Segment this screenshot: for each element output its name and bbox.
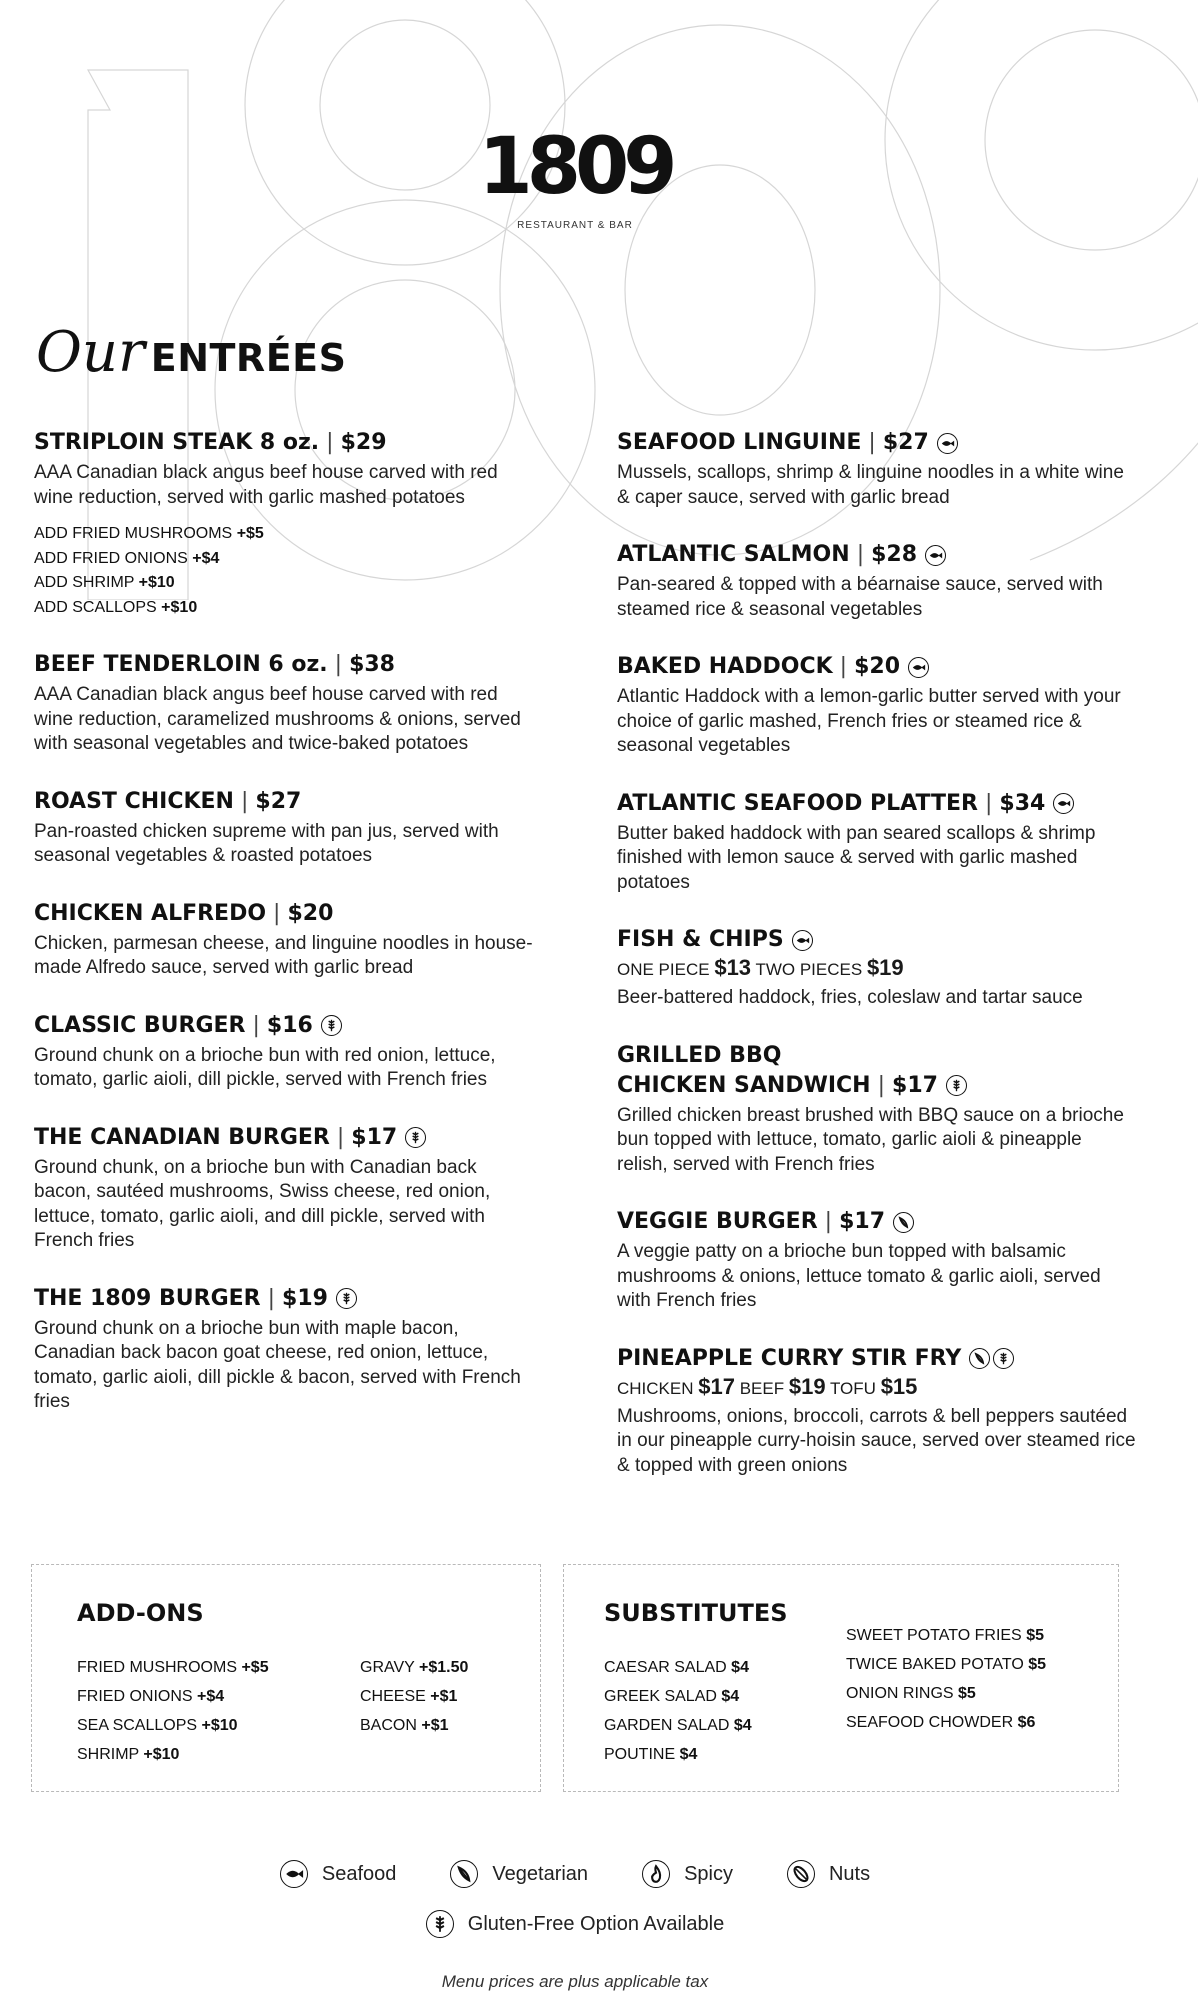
item-title xyxy=(617,1344,1137,1374)
item-name: STRIPLOIN STEAK 8 oz. xyxy=(34,430,320,455)
list-item xyxy=(846,1708,1046,1737)
price-separator: | xyxy=(856,542,865,567)
item-name: CLASSIC BURGER xyxy=(34,1012,246,1038)
brand-logo xyxy=(0,122,1150,231)
item-title xyxy=(617,1207,1137,1237)
section-script: Our xyxy=(36,320,145,385)
item-description: Ground chunk on a brioche bun with red onion, lettuce, tomato, garlic aioli, dill pickle, served with French fries xyxy=(34,1044,496,1090)
list-item-price: $4 xyxy=(731,1659,749,1676)
item-price: $17 xyxy=(351,1124,398,1150)
list-item-label: ONION RINGS xyxy=(846,1685,954,1702)
menu-item xyxy=(34,650,534,757)
legend-label: Vegetarian xyxy=(492,1862,589,1885)
gluten-free-icon xyxy=(426,1910,454,1938)
price-separator: | xyxy=(326,430,334,455)
list-item-label: CHEESE xyxy=(360,1688,426,1705)
menu-item xyxy=(34,787,534,869)
menu-item xyxy=(34,1284,534,1415)
item-name: CHICKEN SANDWICH xyxy=(617,1072,871,1098)
item-title xyxy=(617,428,1137,458)
option-label: TWO PIECES xyxy=(755,960,863,979)
option-label: ONE PIECE xyxy=(617,960,710,979)
item-description: Chicken, parmesan cheese, and linguine noodles in house-made Alfredo sauce, served with garlic bread xyxy=(34,932,533,978)
menu-item xyxy=(617,428,1137,510)
list-item-label: BACON xyxy=(360,1717,417,1734)
menu-item xyxy=(617,1344,1137,1479)
list-item xyxy=(77,1653,269,1682)
item-title xyxy=(617,789,1137,819)
legend-item xyxy=(642,1860,733,1888)
item-name: GRILLED BBQ xyxy=(617,1042,782,1068)
price-options xyxy=(617,1374,1137,1402)
list-item xyxy=(360,1682,468,1711)
list-item-price: +$5 xyxy=(241,1659,269,1676)
item-price: $29 xyxy=(340,430,387,455)
substitutes-list-col2 xyxy=(846,1621,1046,1737)
seafood-icon xyxy=(1053,793,1074,814)
tax-footnote: Menu prices are plus applicable tax xyxy=(441,1972,709,1991)
price-options xyxy=(617,955,1137,983)
list-item-label: SHRIMP xyxy=(77,1746,139,1763)
item-title xyxy=(34,428,534,458)
list-item xyxy=(77,1740,269,1769)
addon-label: ADD FRIED MUSHROOMS xyxy=(34,525,233,542)
option-label: BEEF xyxy=(739,1378,785,1398)
item-name: VEGGIE BURGER xyxy=(617,1209,818,1234)
legend-item xyxy=(450,1860,588,1888)
seafood-icon xyxy=(908,657,929,678)
menu-item xyxy=(34,1011,534,1093)
list-item-label: CAESAR SALAD xyxy=(604,1659,727,1676)
list-item-price: $4 xyxy=(721,1688,740,1705)
list-item-label: GREEK SALAD xyxy=(604,1688,717,1705)
price-separator: | xyxy=(273,900,281,926)
addon-label: ADD FRIED ONIONS xyxy=(34,549,188,567)
item-title xyxy=(34,899,534,929)
item-description: Grilled chicken breast brushed with BBQ sauce on a brioche bun topped with lettuce, tomato, garlic aioli & pineapple relish, served with French fries xyxy=(617,1104,1124,1175)
list-item-label: FRIED ONIONS xyxy=(77,1688,193,1705)
seafood-icon xyxy=(280,1860,308,1888)
menu-item xyxy=(617,540,1137,622)
icon-legend xyxy=(0,1860,1150,1960)
menu-item xyxy=(617,1041,1137,1178)
legend-item xyxy=(426,1910,724,1938)
addons-box xyxy=(31,1564,541,1792)
list-item-price: $4 xyxy=(733,1717,752,1734)
item-description: Butter baked haddock with pan seared scallops & shrimp finished with lemon sauce & served with garlic mashed potatoes xyxy=(617,822,1096,893)
list-item xyxy=(846,1679,1046,1708)
addon-price: +$5 xyxy=(236,525,264,542)
price-separator: | xyxy=(984,790,993,816)
item-price: $20 xyxy=(287,900,334,926)
list-item xyxy=(604,1740,752,1769)
addon-label: ADD SCALLOPS xyxy=(34,598,157,616)
legend-row xyxy=(0,1860,1150,1888)
price-separator: | xyxy=(267,1285,276,1311)
list-item-price: $4 xyxy=(679,1746,698,1763)
vegetarian-icon xyxy=(450,1860,478,1888)
item-title xyxy=(34,787,534,817)
list-item-label: TWICE BAKED POTATO xyxy=(846,1656,1024,1673)
nuts-icon xyxy=(787,1860,815,1888)
item-price: $27 xyxy=(255,788,302,814)
addon-line xyxy=(34,596,534,621)
item-title xyxy=(617,1071,1137,1101)
seafood-icon xyxy=(792,930,813,951)
menu-item xyxy=(617,1207,1137,1314)
spicy-icon xyxy=(642,1860,670,1888)
price-separator: | xyxy=(240,788,249,814)
legend-item xyxy=(787,1860,870,1888)
item-price: $17 xyxy=(839,1209,886,1234)
list-item xyxy=(604,1653,752,1682)
option-price: $13 xyxy=(714,955,752,980)
item-name: ATLANTIC SALMON xyxy=(617,542,850,567)
addon-price: +$10 xyxy=(161,598,198,616)
item-title xyxy=(34,1123,534,1153)
gluten-free-icon xyxy=(405,1127,426,1148)
legend-row xyxy=(0,1910,1150,1938)
item-description: Ground chunk, on a brioche bun with Canadian back bacon, sautéed mushrooms, Swiss cheese, red onion, lettuce, tomato, garlic aioli, and dill pickle, served with French fries xyxy=(34,1156,491,1251)
list-item xyxy=(846,1621,1046,1650)
item-description: AAA Canadian black angus beef house carved with red wine reduction, served with garlic mashed potatoes xyxy=(34,462,498,508)
addons-list-col2 xyxy=(360,1653,468,1740)
list-item-price: +$4 xyxy=(197,1688,225,1705)
item-title xyxy=(34,1011,534,1041)
list-item-label: SEA SCALLOPS xyxy=(77,1717,198,1734)
item-description: Ground chunk on a brioche bun with maple bacon, Canadian back bacon goat cheese, red onion, lettuce, tomato, garlic aioli, dill pickle & bacon, served with French fries xyxy=(34,1317,521,1412)
seafood-icon xyxy=(937,433,958,454)
addon-line xyxy=(34,547,534,572)
legend-label: Spicy xyxy=(684,1862,733,1885)
option-price: $15 xyxy=(880,1373,918,1399)
vegetarian-icon xyxy=(969,1348,990,1369)
menu-item xyxy=(617,652,1137,759)
item-title xyxy=(617,652,1137,682)
item-price: $19 xyxy=(282,1285,328,1311)
menu-item xyxy=(617,789,1137,896)
price-separator: | xyxy=(252,1012,260,1038)
addon-price: +$10 xyxy=(138,574,175,591)
item-name: THE CANADIAN BURGER xyxy=(34,1124,330,1150)
item-title xyxy=(617,925,1137,955)
legend-label: Seafood xyxy=(321,1862,397,1885)
price-separator: | xyxy=(877,1072,886,1098)
addon-line xyxy=(34,571,534,596)
substitutes-list-col1 xyxy=(604,1653,752,1769)
logo-mark: 1809 xyxy=(478,122,672,212)
list-item xyxy=(604,1711,752,1740)
item-price: $27 xyxy=(882,430,929,455)
list-item-price: +$1 xyxy=(421,1717,449,1734)
item-name: THE 1809 BURGER xyxy=(34,1285,261,1311)
item-name: ROAST CHICKEN xyxy=(34,788,234,814)
legend-item xyxy=(280,1860,397,1888)
item-price: $34 xyxy=(999,790,1046,816)
item-description: Pan-roasted chicken supreme with pan jus, served with seasonal vegetables & roasted potatoes xyxy=(34,820,499,866)
gluten-free-icon xyxy=(993,1348,1014,1369)
list-item xyxy=(77,1682,269,1711)
item-description: Pan-seared & topped with a béarnaise sauce, served with steamed rice & seasonal vegetables xyxy=(617,574,1103,620)
substitutes-box xyxy=(563,1564,1119,1792)
item-price: $28 xyxy=(871,542,918,567)
item-price: $38 xyxy=(349,652,395,677)
item-addons xyxy=(34,522,534,620)
substitutes-title: SUBSTITUTES xyxy=(604,1599,788,1627)
list-item-price: +$1 xyxy=(430,1688,458,1705)
item-name: CHICKEN ALFREDO xyxy=(34,900,267,926)
list-item-price: +$10 xyxy=(143,1746,180,1763)
price-separator: | xyxy=(824,1209,833,1234)
list-item-label: POUTINE xyxy=(604,1746,676,1763)
gluten-free-icon xyxy=(321,1015,342,1036)
menu-item xyxy=(34,428,534,620)
option-label: CHICKEN xyxy=(617,1378,694,1398)
item-description: Mushrooms, onions, broccoli, carrots & bell peppers sautéed in our pineapple curry-hoisin sauce, served over steamed rice & topped with green onions xyxy=(617,1405,1136,1476)
option-price: $19 xyxy=(788,1373,826,1399)
item-name: FISH & CHIPS xyxy=(617,927,784,952)
item-price: $16 xyxy=(266,1012,313,1038)
item-name: SEAFOOD LINGUINE xyxy=(617,430,862,455)
item-title xyxy=(617,540,1137,570)
list-item-label: GARDEN SALAD xyxy=(604,1717,730,1734)
item-description: AAA Canadian black angus beef house carved with red wine reduction, caramelized mushrooms & onions, served with seasonal vegetables and twice-baked potatoes xyxy=(34,684,521,754)
menu-column-left xyxy=(34,428,534,1445)
list-item-price: $6 xyxy=(1017,1714,1036,1731)
list-item xyxy=(77,1711,269,1740)
item-description: A veggie patty on a brioche bun topped with balsamic mushrooms & onions, lettuce tomato & garlic aioli, served with French fries xyxy=(617,1241,1101,1311)
list-item-label: SEAFOOD CHOWDER xyxy=(846,1714,1014,1731)
addon-label: ADD SHRIMP xyxy=(34,574,135,591)
item-title xyxy=(34,650,534,680)
item-price: $20 xyxy=(854,654,901,679)
list-item-price: +$10 xyxy=(201,1717,238,1734)
item-name: BEEF TENDERLOIN 6 oz. xyxy=(34,652,328,677)
section-heading xyxy=(36,320,346,385)
list-item xyxy=(360,1711,468,1740)
item-title xyxy=(34,1284,534,1314)
list-item-label: SWEET POTATO FRIES xyxy=(846,1627,1022,1644)
addon-price: +$4 xyxy=(192,549,220,567)
list-item-price: +$1.50 xyxy=(419,1659,469,1676)
legend-label: Gluten-Free Option Available xyxy=(467,1912,725,1935)
item-price: $17 xyxy=(892,1072,938,1098)
addons-title: ADD-ONS xyxy=(77,1599,204,1627)
vegetarian-icon xyxy=(893,1212,914,1233)
seafood-icon xyxy=(925,545,946,566)
list-item-price: $5 xyxy=(958,1685,976,1702)
list-item-price: $5 xyxy=(1028,1656,1047,1673)
logo-subtitle: RESTAURANT & BAR xyxy=(517,220,633,231)
item-name: ATLANTIC SEAFOOD PLATTER xyxy=(617,790,978,816)
menu-item xyxy=(617,925,1137,1011)
menu-column-right xyxy=(617,428,1137,1508)
menu-item xyxy=(34,899,534,981)
price-separator: | xyxy=(868,430,876,455)
list-item-label: FRIED MUSHROOMS xyxy=(77,1659,237,1676)
section-title: ENTRÉES xyxy=(150,336,347,380)
addon-line xyxy=(34,522,534,547)
legend-label: Nuts xyxy=(828,1862,871,1885)
list-item-label: GRAVY xyxy=(360,1659,415,1676)
list-item xyxy=(360,1653,468,1682)
option-price: $17 xyxy=(698,1373,735,1399)
item-description: Beer-battered haddock, fries, coleslaw and tartar sauce xyxy=(617,987,1083,1008)
option-price: $19 xyxy=(866,955,904,980)
list-item xyxy=(846,1650,1046,1679)
item-name: BAKED HADDOCK xyxy=(617,654,833,679)
option-label: TOFU xyxy=(829,1378,876,1398)
gluten-free-icon xyxy=(336,1288,357,1309)
item-description: Atlantic Haddock with a lemon-garlic butter served with your choice of garlic mashed, French fries or steamed rice & seasonal vegetables xyxy=(617,686,1121,756)
list-item-price: $5 xyxy=(1026,1627,1044,1644)
menu-item xyxy=(34,1123,534,1254)
price-separator: | xyxy=(839,654,848,679)
list-item xyxy=(604,1682,752,1711)
item-name: PINEAPPLE CURRY STIR FRY xyxy=(617,1345,962,1371)
price-separator: | xyxy=(334,652,343,677)
addons-list-col1 xyxy=(77,1653,269,1769)
price-separator: | xyxy=(336,1124,345,1150)
gluten-free-icon xyxy=(946,1075,967,1096)
item-description: Mussels, scallops, shrimp & linguine noodles in a white wine & caper sauce, served with garlic bread xyxy=(617,462,1124,508)
